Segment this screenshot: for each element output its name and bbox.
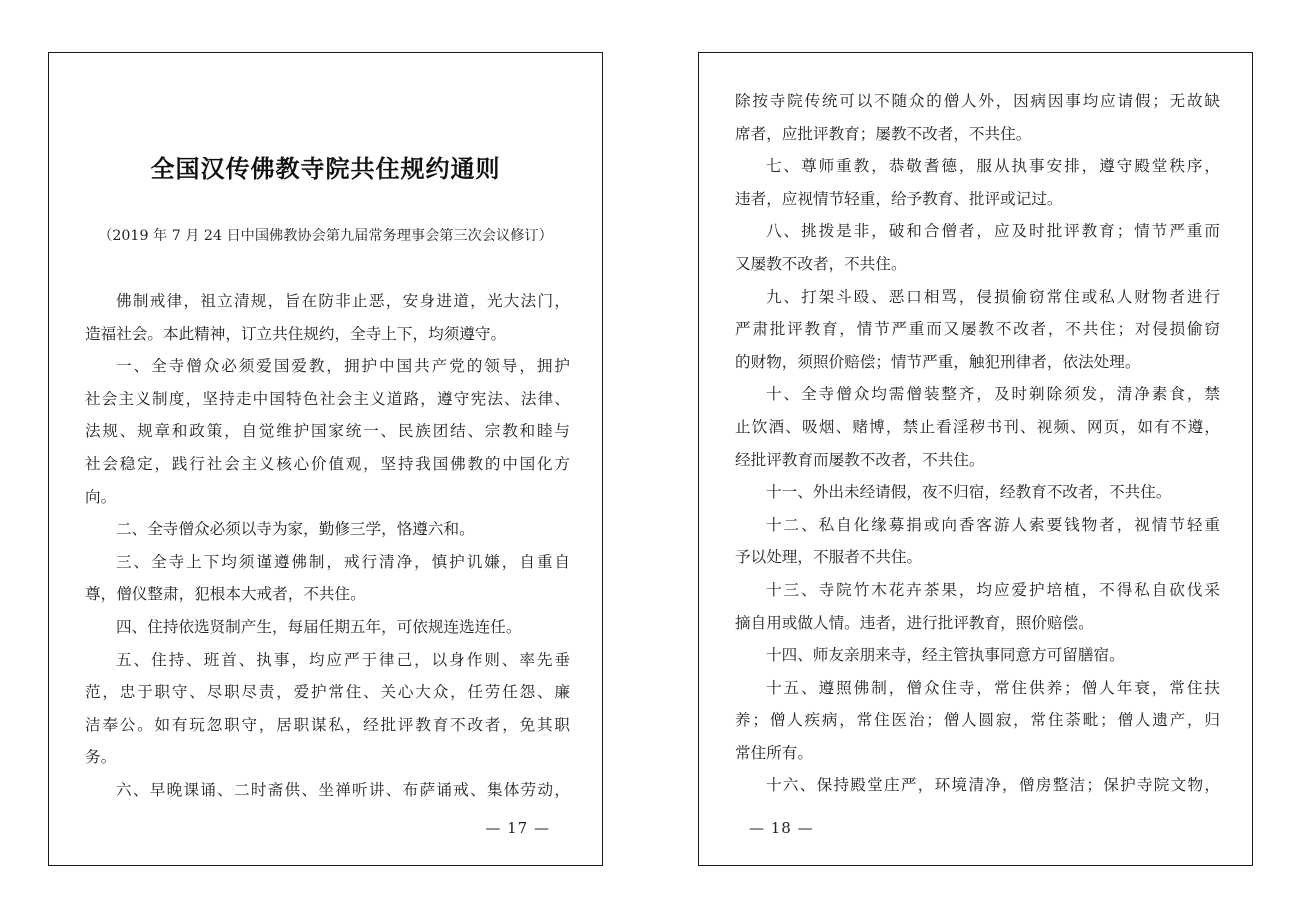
text-line: 摘自用或做人情。违者，进行批评教育，照价赔偿。 (735, 613, 1094, 632)
text-line: 二、全寺僧众必须以寺为家，勤修三学，恪遵六和。 (116, 520, 475, 539)
text-line: 法规、规章和政策，自觉维护国家统一、民族团结、宗教和睦与 (85, 422, 570, 441)
document-title: 全国汉传佛教寺院共住规约通则 (150, 154, 501, 183)
document-page-18 (698, 52, 1253, 866)
text-line: 止饮酒、吸烟、赌博，禁止看淫秽书刊、视频、网页，如有不遵， (735, 417, 1220, 436)
text-line: 予以处理，不服者不共住。 (735, 548, 923, 567)
document-page-17 (48, 52, 603, 866)
text-line: 五、住持、班首、执事，均应严于律己，以身作则、率先垂 (116, 650, 570, 669)
text-line: 十一、外出未经请假，夜不归宿，经教育不改者，不共住。 (766, 483, 1172, 502)
text-line: 尊，僧仪整肃，犯根本大戒者，不共住。 (85, 585, 366, 604)
text-line: 务。 (85, 748, 117, 767)
page-number: — 17 — (485, 819, 550, 837)
text-line: 的财物，须照价赔偿；情节严重，触犯刑律者，依法处理。 (735, 352, 1141, 371)
text-line: 七、尊师重教，恭敬耆德，服从执事安排，遵守殿堂秩序， (766, 157, 1220, 176)
page-number: — 18 — (749, 819, 814, 837)
text-line: 违者，应视情节轻重，给予教育、批评或记过。 (735, 189, 1063, 208)
text-line: 经批评教育而屡教不改者，不共住。 (735, 450, 985, 469)
text-line: 养；僧人疾病，常住医治；僧人圆寂，常住荼毗；僧人遗产，归 (735, 711, 1220, 730)
text-line: 六、早晚课诵、二时斋供、坐禅听讲、布萨诵戒、集体劳动， (116, 780, 570, 799)
text-line: 向。 (85, 487, 117, 506)
text-line: 造福社会。本此精神，订立共住规约，全寺上下，均须遵守。 (85, 324, 507, 343)
text-line: 十六、保持殿堂庄严，环境清净，僧房整洁；保护寺院文物， (766, 776, 1220, 795)
text-line: 十三、寺院竹木花卉茶果，均应爱护培植，不得私自砍伐采 (766, 580, 1220, 599)
text-line: 席者，应批评教育；屡教不改者，不共住。 (735, 124, 1032, 143)
text-line: 四、住持依选贤制产生，每届任期五年，可依规连选连任。 (116, 617, 522, 636)
text-line: 十五、遵照佛制，僧众住寺，常住供养；僧人年衰，常住扶 (766, 678, 1220, 697)
text-line: 三、全寺上下均须谨遵佛制，戒行清净，慎护讥嫌，自重自 (116, 552, 570, 571)
document-subtitle: （2019 年 7 月 24 日中国佛教协会第九届常务理事会第三次会议修订） (98, 228, 553, 244)
text-line: 严肃批评教育，情节严重而又屡教不改者，不共住；对侵损偷窃 (735, 320, 1220, 339)
text-line: 十二、私自化缘募捐或向香客游人索要钱物者，视情节轻重 (766, 515, 1220, 534)
text-line: 八、挑拨是非，破和合僧者，应及时批评教育；情节严重而 (766, 222, 1220, 241)
text-line: 社会稳定，践行社会主义核心价值观，坚持我国佛教的中国化方 (85, 454, 570, 473)
text-line: 洁奉公。如有玩忽职守，居职谋私，经批评教育不改者，免其职 (85, 715, 570, 734)
body-text (735, 85, 1220, 802)
text-line: 十、全寺僧众均需僧装整齐，及时剃除须发，清净素食，禁 (766, 385, 1220, 404)
text-line: 九、打架斗殴、恶口相骂，侵损偷窃常住或私人财物者进行 (766, 287, 1220, 306)
text-line: 常住所有。 (735, 743, 813, 762)
text-line: 除按寺院传统可以不随众的僧人外，因病因事均应请假；无故缺 (735, 92, 1220, 110)
text-line: 十四、师友亲朋来寺，经主管执事同意方可留膳宿。 (766, 646, 1125, 665)
text-line: 又屡教不改者，不共住。 (735, 254, 907, 273)
body-text (85, 285, 570, 807)
text-line: 范，忠于职守、尽职尽责，爱护常住、关心大众，任劳任怨、廉 (85, 683, 570, 702)
text-line: 一、全寺僧众必须爱国爱教，拥护中国共产党的领导，拥护 (116, 357, 570, 376)
text-line: 社会主义制度，坚持走中国特色社会主义道路，遵守宪法、法律、 (85, 389, 570, 408)
text-line: 佛制戒律，祖立清规，旨在防非止恶，安身进道，光大法门， (116, 292, 570, 310)
